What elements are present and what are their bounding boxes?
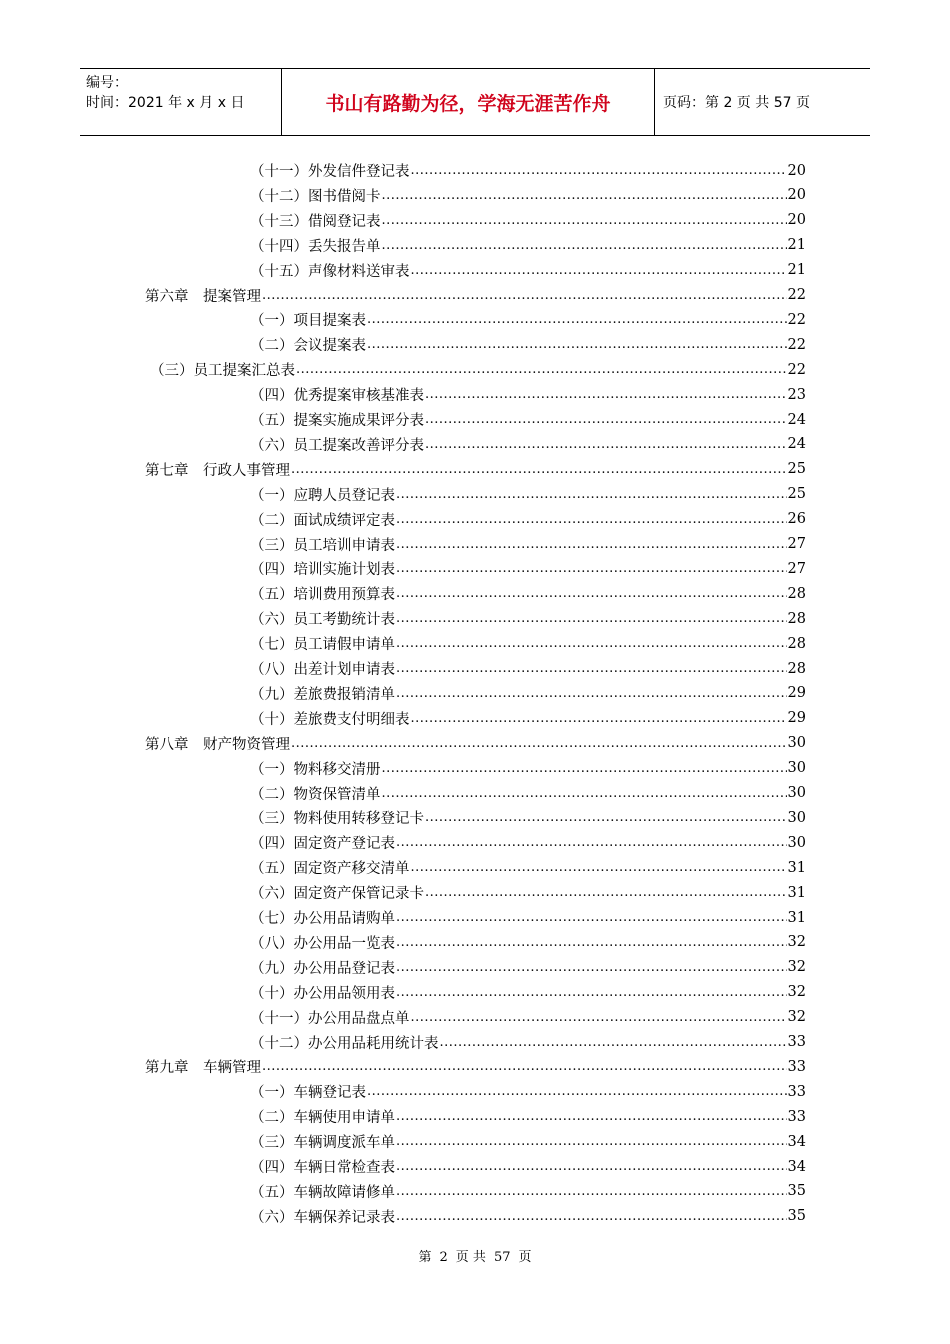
page-header	[80, 68, 870, 136]
footer-suffix: 页	[518, 1250, 532, 1265]
toc-entry-page: 29	[787, 685, 806, 702]
toc-entry-page: 34	[787, 1133, 806, 1150]
toc-entry-page: 28	[787, 635, 806, 652]
toc-entry-page: 30	[787, 760, 806, 777]
toc-entry-title: （十）办公用品领用表	[250, 985, 395, 1002]
toc-entry-page: 21	[787, 237, 806, 254]
toc-entry-page: 21	[787, 262, 806, 279]
toc-chapter-entry[interactable]	[145, 283, 806, 308]
toc-entry-title: （十一）办公用品盘点单	[250, 1010, 410, 1027]
toc-entry-page: 25	[787, 486, 806, 503]
toc-entry-page: 22	[787, 287, 806, 303]
toc-entry-title: （八）出差计划申请表	[250, 662, 395, 678]
toc-entry-title: （三）车辆调度派车单	[250, 1135, 395, 1152]
toc-entry-page: 27	[787, 560, 806, 577]
toc-entry-page: 29	[787, 710, 806, 727]
footer-page-number: 2	[439, 1250, 448, 1265]
toc-entry[interactable]	[250, 1030, 806, 1055]
toc-leader-dots	[396, 1179, 787, 1204]
toc-entry[interactable]	[250, 880, 806, 905]
toc-leader-dots	[411, 1005, 787, 1030]
toc-leader-dots	[425, 382, 787, 407]
toc-leader-dots	[262, 1054, 787, 1079]
toc-entry-title: （六）员工提案改善评分表	[250, 437, 424, 454]
toc-entry[interactable]	[250, 1005, 806, 1030]
toc-entry[interactable]	[250, 258, 806, 283]
toc-entry-page: 32	[787, 984, 806, 1001]
toc-entry[interactable]	[250, 432, 806, 457]
header-motto: 书山有路勤为径，学海无涯苦作舟	[282, 69, 655, 135]
toc-leader-dots	[382, 208, 787, 233]
toc-entry[interactable]	[250, 307, 806, 332]
toc-entry[interactable]	[250, 407, 806, 432]
toc-entry-page: 32	[787, 959, 806, 976]
toc-entry-title: （一）车辆登记表	[250, 1085, 366, 1102]
toc-entry-title: （九）办公用品登记表	[250, 960, 395, 977]
toc-entry[interactable]	[250, 855, 806, 880]
toc-leader-dots	[396, 955, 787, 980]
page-footer	[0, 1246, 950, 1265]
toc-entry[interactable]	[250, 208, 806, 233]
toc-leader-dots	[396, 930, 787, 955]
toc-entry-page: 33	[787, 1058, 806, 1075]
toc-leader-dots	[396, 532, 787, 557]
toc-entry[interactable]	[250, 1129, 806, 1154]
toc-leader-dots	[396, 606, 787, 631]
toc-chapter-entry[interactable]	[145, 457, 806, 482]
toc-entry-title: （六）员工考勤统计表	[250, 612, 395, 629]
toc-entry-title: （十二）图书借阅卡	[250, 188, 381, 205]
toc-entry[interactable]	[250, 183, 806, 208]
toc-entry-page: 28	[787, 610, 806, 627]
toc-leader-dots	[396, 556, 787, 581]
toc-entry[interactable]	[250, 233, 806, 258]
toc-entry-page: 31	[787, 884, 806, 901]
toc-entry-title: （四）固定资产登记表	[250, 836, 395, 853]
toc-entry-title: （十二）办公用品耗用统计表	[250, 1035, 439, 1052]
toc-leader-dots	[396, 507, 787, 532]
toc-entry-page: 32	[787, 1009, 806, 1026]
toc-leader-dots	[396, 1129, 787, 1154]
toc-entry[interactable]	[250, 507, 806, 532]
toc-entry-page: 33	[787, 1083, 806, 1100]
toc-entry[interactable]	[250, 756, 806, 781]
document-number-label: 编号：	[86, 75, 128, 91]
toc-leader-dots	[396, 1154, 787, 1179]
toc-entry-title: （六）车辆保养记录表	[250, 1209, 395, 1226]
toc-leader-dots	[382, 233, 787, 258]
toc-entry-page: 31	[787, 859, 806, 876]
toc-entry[interactable]	[250, 706, 806, 731]
toc-entry-page: 23	[787, 386, 806, 403]
toc-entry[interactable]	[250, 1104, 806, 1129]
toc-entry[interactable]	[250, 606, 806, 631]
toc-entry-page: 27	[787, 536, 806, 552]
toc-entry[interactable]	[250, 955, 806, 980]
toc-entry[interactable]	[250, 805, 806, 830]
toc-entry-title: （四）培训实施计划表	[250, 562, 395, 579]
toc-entry-page: 33	[787, 1108, 806, 1125]
toc-leader-dots	[382, 756, 787, 781]
toc-entry-title: 第八章 财产物资管理	[145, 736, 290, 753]
header-meta	[80, 69, 282, 135]
footer-mid: 页 共	[455, 1250, 486, 1265]
toc-entry-title: （十一）外发信件登记表	[250, 164, 410, 180]
toc-leader-dots	[367, 1079, 787, 1104]
toc-entry-title: （二）物资保管清单	[250, 786, 381, 803]
toc-entry-page: 30	[787, 735, 806, 752]
toc-leader-dots	[396, 681, 787, 706]
toc-entry-page: 30	[787, 834, 806, 851]
toc-entry-title: （三）物料使用转移登记卡	[250, 811, 424, 828]
toc-entry[interactable]	[250, 930, 806, 955]
toc-entry-page: 33	[787, 1034, 806, 1050]
toc-entry[interactable]	[250, 781, 806, 806]
toc-entry-page: 30	[787, 785, 806, 801]
toc-entry[interactable]	[250, 1204, 806, 1229]
toc-leader-dots	[396, 1104, 787, 1129]
toc-entry[interactable]	[250, 532, 806, 557]
toc-leader-dots	[262, 283, 787, 308]
toc-entry-page: 34	[787, 1158, 806, 1175]
toc-entry-page: 22	[787, 311, 806, 328]
toc-leader-dots	[425, 407, 787, 432]
toc-entry[interactable]	[250, 581, 806, 606]
toc-entry[interactable]	[250, 656, 806, 681]
toc-chapter-entry[interactable]	[145, 731, 806, 756]
toc-entry-title: （四）优秀提案审核基准表	[250, 388, 424, 405]
toc-entry[interactable]	[250, 980, 806, 1005]
toc-entry-page: 20	[787, 187, 806, 204]
toc-entry[interactable]	[250, 1179, 806, 1204]
toc-leader-dots	[411, 855, 787, 880]
toc-entry-page: 20	[787, 212, 806, 229]
toc-entry[interactable]	[250, 631, 806, 656]
toc-leader-dots	[440, 1030, 787, 1055]
toc-leader-dots	[396, 581, 787, 606]
toc-entry-page: 24	[787, 436, 806, 453]
toc-chapter-entry[interactable]	[145, 1054, 806, 1079]
toc-entry-page: 20	[787, 162, 806, 179]
toc-entry-title: （十四）丢失报告单	[250, 238, 381, 255]
toc-entry[interactable]	[250, 482, 806, 507]
toc-leader-dots	[425, 432, 787, 457]
toc-entry-title: （八）办公用品一览表	[250, 935, 395, 952]
toc-entry-title: （二）会议提案表	[250, 338, 366, 355]
toc-entry-page: 25	[787, 461, 806, 478]
toc-leader-dots	[425, 805, 787, 830]
toc-entry[interactable]	[250, 905, 806, 930]
footer-total-pages: 57	[493, 1250, 511, 1265]
toc-entry[interactable]	[150, 357, 806, 382]
toc-entry-title: 第七章 行政人事管理	[145, 462, 290, 479]
toc-leader-dots	[411, 258, 787, 283]
toc-entry-page: 30	[787, 809, 806, 826]
toc-entry[interactable]	[250, 1079, 806, 1104]
toc-leader-dots	[411, 706, 787, 731]
toc-entry[interactable]	[250, 158, 806, 183]
toc-leader-dots	[396, 1204, 787, 1229]
toc-leader-dots	[367, 332, 787, 357]
toc-entry-title: （一）物料移交清册	[250, 761, 381, 778]
toc-leader-dots	[367, 307, 787, 332]
toc-entry[interactable]	[250, 332, 806, 357]
toc-entry[interactable]	[250, 382, 806, 407]
document-time-label: 时间：2021 年 x 月 x 日	[86, 95, 245, 111]
toc-leader-dots	[411, 158, 787, 183]
toc-leader-dots	[425, 880, 787, 905]
toc-entry-title: （三）员工提案汇总表	[150, 363, 295, 380]
toc-entry-title: （一）项目提案表	[250, 313, 366, 330]
toc-entry-title: （三）员工培训申请表	[250, 537, 395, 554]
toc-entry-title: 第九章 车辆管理	[145, 1060, 261, 1077]
toc-leader-dots	[291, 457, 787, 482]
toc-entry-title: （二）车辆使用申请单	[250, 1110, 395, 1127]
toc-entry-title: （十三）借阅登记表	[250, 213, 381, 230]
toc-entry-title: （五）培训费用预算表	[250, 587, 395, 604]
toc-leader-dots	[296, 357, 787, 382]
header-page-code: 页码：第 2 页 共 57 页	[663, 95, 810, 111]
toc-entry-page: 35	[787, 1208, 806, 1225]
toc-leader-dots	[396, 830, 787, 855]
toc-entry-page: 22	[787, 361, 806, 378]
toc-entry-title: （五）固定资产移交清单	[250, 861, 410, 878]
toc-entry-title: （七）员工请假申请单	[250, 637, 395, 654]
toc-leader-dots	[396, 980, 787, 1005]
toc-entry-page: 26	[787, 511, 806, 528]
toc-entry-page: 22	[787, 336, 806, 353]
toc-entry-title: （十五）声像材料送审表	[250, 263, 410, 280]
toc-leader-dots	[382, 781, 787, 806]
toc-entry[interactable]	[250, 1154, 806, 1179]
toc-entry-title: （五）提案实施成果评分表	[250, 413, 424, 429]
toc-leader-dots	[291, 731, 787, 756]
footer-prefix: 第	[418, 1250, 432, 1265]
toc-entry-page: 32	[787, 934, 806, 951]
toc-entry[interactable]	[250, 830, 806, 855]
toc-entry-title: （七）办公用品请购单	[250, 911, 395, 927]
toc-entry-title: 第六章 提案管理	[145, 288, 261, 305]
toc-leader-dots	[396, 482, 787, 507]
toc-entry-page: 31	[787, 909, 806, 926]
toc-leader-dots	[382, 183, 787, 208]
toc-entry-title: （六）固定资产保管记录卡	[250, 886, 424, 903]
toc-leader-dots	[396, 656, 787, 681]
toc-entry-title: （四）车辆日常检查表	[250, 1160, 395, 1176]
toc-entry[interactable]	[250, 681, 806, 706]
toc-entry-page: 28	[787, 660, 806, 677]
toc-entry-title: （九）差旅费报销清单	[250, 686, 395, 703]
toc-entry-title: （五）车辆故障请修单	[250, 1184, 395, 1201]
toc-entry-page: 24	[787, 411, 806, 428]
toc-leader-dots	[396, 905, 787, 930]
toc-entry[interactable]	[250, 556, 806, 581]
toc-entry-title: （一）应聘人员登记表	[250, 487, 395, 504]
toc-entry-title: （十）差旅费支付明细表	[250, 711, 410, 728]
toc-entry-title: （二）面试成绩评定表	[250, 512, 395, 529]
toc-entry-page: 35	[787, 1183, 806, 1200]
toc-entry-page: 28	[787, 585, 806, 602]
toc-leader-dots	[396, 631, 787, 656]
